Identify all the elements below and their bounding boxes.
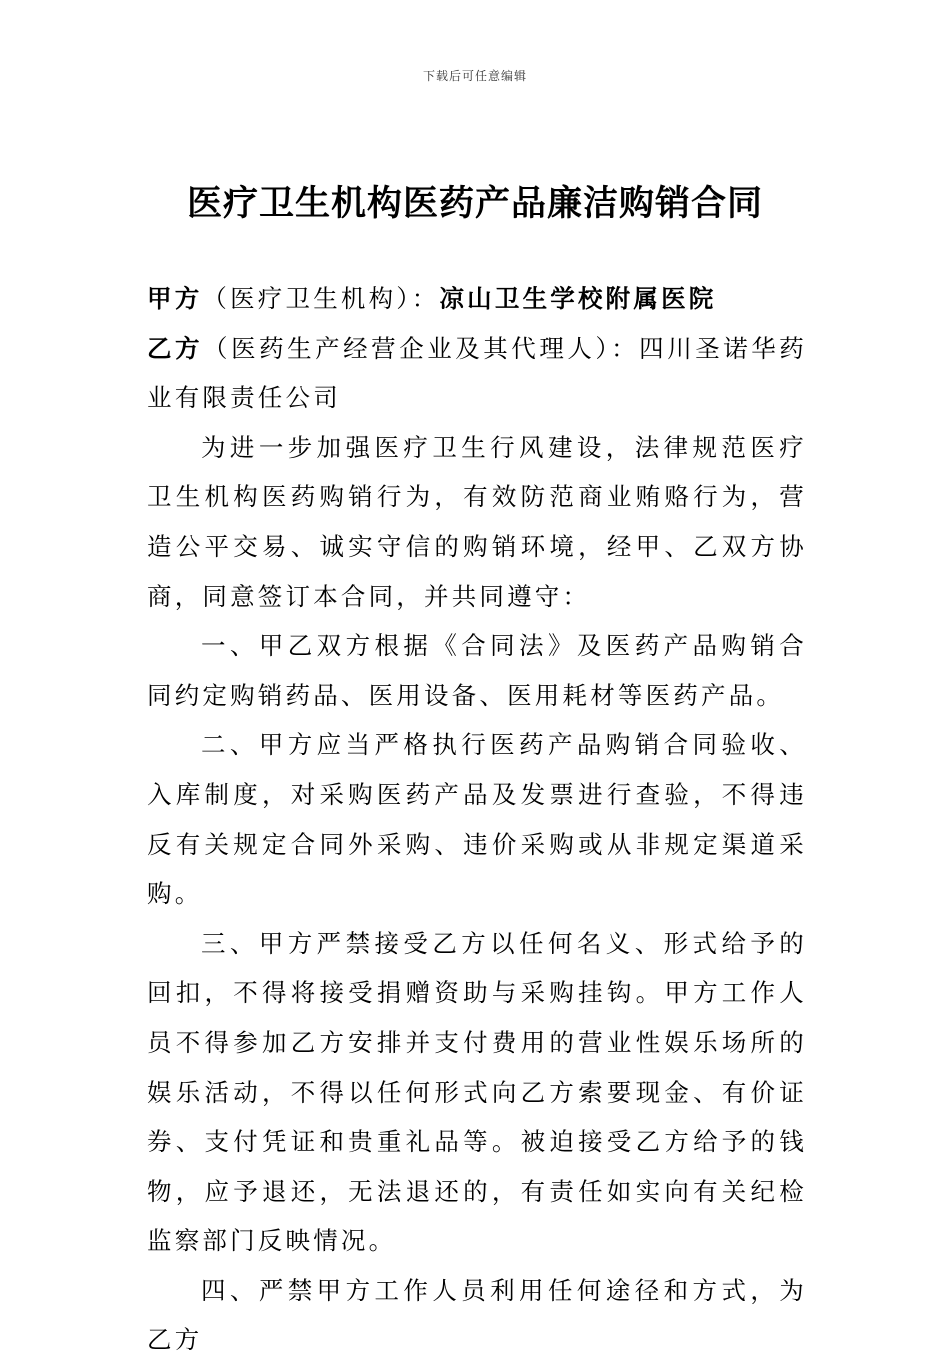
party-a-line xyxy=(147,274,807,324)
party-a-role: （医疗卫生机构）： xyxy=(202,284,440,313)
party-b-line xyxy=(147,324,807,423)
paragraph-clause-3: 三、甲方严禁接受乙方以任何名义、形式给予的回扣，不得将接受捐赠资助与采购挂钩。甲方工作人员不得参加乙方安排并支付费用的营业性娱乐场所的娱乐活动，不得以任何形式向乙方索要现金、有价证券、支付凭证和贵重礼品等。被迫接受乙方给予的钱物，应予退还，无法退还的，有责任如实向有关纪检监察部门反映情况。 xyxy=(147,928,807,1256)
paragraph-clause-1: 一、甲乙双方根据《合同法》及医药产品购销合同约定购销药品、医用设备、医用耗材等医药产品。 xyxy=(147,631,807,710)
party-b-name: 四川圣诺华药业有限责任公司 xyxy=(147,333,807,413)
paragraph-clause-2: 二、甲方应当严格执行医药产品购销合同验收、入库制度，对采购医药产品及发票进行查验，不得违反有关规定合同外采购、违价采购或从非规定渠道采购。 xyxy=(147,730,807,909)
paragraph-clause-4: 四、严禁甲方工作人员利用任何途径和方式，为乙方 xyxy=(147,1275,807,1355)
party-a-name: 凉山卫生学校附属医院 xyxy=(439,284,717,313)
party-b-role: （医药生产经营企业及其代理人）： xyxy=(203,333,640,363)
party-b-label: 乙方 xyxy=(147,333,204,363)
document-title: 医疗卫生机构医药产品廉洁购销合同 xyxy=(186,184,763,224)
paragraph-preamble: 为进一步加强医疗卫生行风建设，法律规范医疗卫生机构医药购销行为，有效防范商业贿赂行为，营造公平交易、诚实守信的购销环境，经甲、乙双方协商，同意签订本合同，并共同遵守： xyxy=(147,432,807,611)
document-body xyxy=(147,274,807,1365)
party-a-label: 甲方 xyxy=(147,284,203,313)
page-header-note: 下载后可任意编辑 xyxy=(422,69,527,83)
